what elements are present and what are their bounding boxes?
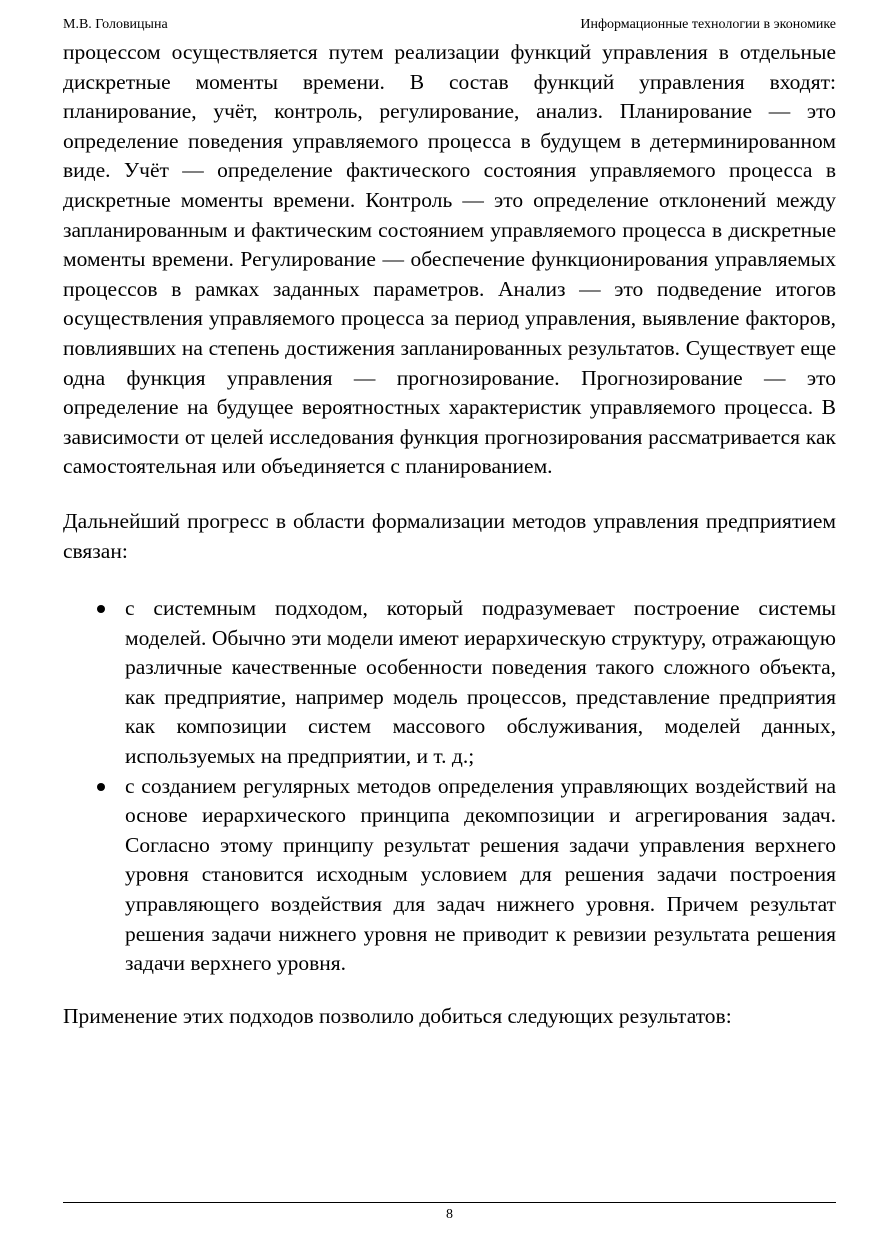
bullet-list [63, 594, 836, 979]
list-item [63, 594, 836, 772]
page-number: 8 [446, 1207, 453, 1222]
paragraph-results-intro: Применение этих подходов позволило добиться следующих результатов: [63, 1003, 732, 1028]
list-item [63, 772, 836, 979]
header-author: М.В. Головицына [63, 17, 168, 32]
bullet-icon [97, 605, 105, 613]
list-item-text: с созданием регулярных методов определения управляющих воздействий на основе иерархического принципа декомпозиции и агрегирования задач. Согласно этому принципу результат решения задачи управления верхнего уровня становится исходным условием для решения задачи построения управляющего воздействия для задач нижнего уровня. Причем результат решения задачи нижнего уровня не приводит к ревизии результата решения задачи верхнего уровня. [125, 773, 836, 976]
header-course-title: Информационные технологии в экономике [580, 17, 836, 32]
document-page [63, 0, 836, 1241]
list-item-text: с системным подходом, который подразумевает построение системы моделей. Обычно эти модели имеют иерархическую структуру, отражающую различные качественные особенности поведения такого сложного объекта, как предприятие, например модель процессов, представление предприятия как композиции систем массового обслуживания, моделей данных, используемых на предприятии, и т. д.; [125, 596, 836, 769]
paragraph-formalization-progress: Дальнейший прогресс в области формализации методов управления предприятием связан: [63, 508, 836, 563]
paragraph-management-functions: процессом осуществляется путем реализации функций управления в отдельные дискретные моменты времени. В состав функций управления входят: планирование, учёт, контроль, регулирование, анализ. Планирование — это определение поведения управляемого процесса в будущем в детерминированном виде. Учёт — определение фактического состояния управляемого процесса в дискретные моменты времени. Контроль — это определение отклонений между запланированным и фактическим состоянием управляемого процесса в дискретные моменты времени. Регулирование — обеспечение функционирования управляемых процессов в рамках заданных параметров. Анализ — это подведение итогов осуществления управляемого процесса за период управления, выявление факторов, повлиявших на степень достижения запланированных результатов. Существует еще одна функция управления — прогнозирование. Прогнозирование — это определение на будущее вероятностных характеристик управляемого процесса. В зависимости от целей исследования функция прогнозирования рассматривается как самостоятельная или объединяется с планированием. [63, 40, 836, 479]
running-header [63, 15, 836, 35]
bullet-icon [97, 783, 105, 791]
body-text [63, 38, 836, 1031]
footer-divider [63, 1202, 836, 1203]
